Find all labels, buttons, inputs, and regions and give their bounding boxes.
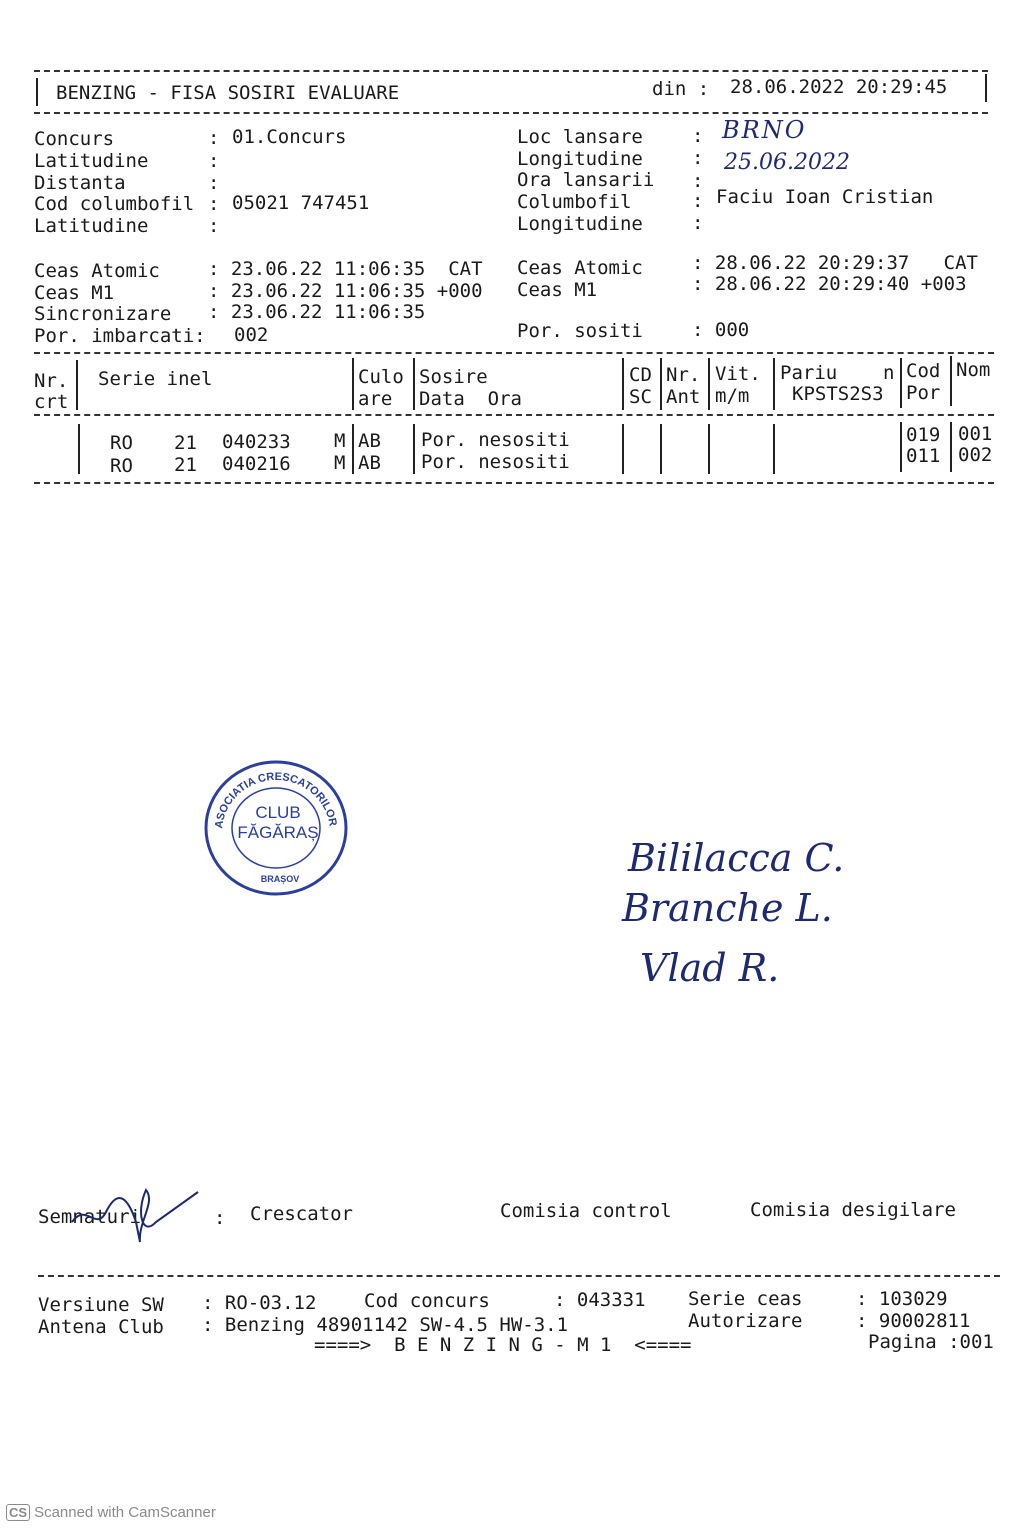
col-divider: [78, 424, 80, 474]
col-header-cdsc-sub: SC: [629, 386, 652, 408]
clock-value: : 23.06.22 11:06:35 CAT: [208, 258, 483, 280]
info-sep: :: [208, 215, 220, 237]
clock-value: : 28.06.22 20:29:37 CAT: [692, 252, 978, 274]
handwritten-name: Branche L.: [622, 886, 833, 930]
cell-nom: 002: [958, 444, 993, 466]
info-label: Cod columbofil: [34, 193, 195, 215]
cell-inel: 040233: [222, 431, 291, 453]
cell-inel: 040216: [222, 453, 291, 475]
col-header-pariu-sub: KPSTS2S3: [792, 383, 884, 405]
clock-value: : 000: [692, 319, 750, 341]
col-header-nrant: Nr.: [666, 364, 701, 386]
info-sep: :: [208, 127, 220, 149]
cell-tara: RO: [110, 432, 133, 454]
footer-versiune-value: : RO-03.12: [202, 1292, 317, 1314]
col-divider: [900, 358, 902, 408]
info-label: Longitudine: [517, 148, 643, 170]
clock-label: Por. sositi: [517, 320, 643, 342]
clock-value: : 23.06.22 11:06:35: [208, 301, 426, 323]
clock-label: Por. imbarcati:: [34, 325, 206, 347]
col-header-pariu: Pariu n: [780, 362, 895, 384]
cell-an: 21: [174, 432, 197, 454]
clock-label: Ceas Atomic: [517, 257, 643, 279]
col-header-sosire: Sosire: [419, 366, 488, 388]
col-divider: [660, 424, 662, 474]
col-divider: [708, 424, 710, 474]
col-divider: [950, 422, 952, 472]
cell-sosire: Por. nesositi: [421, 451, 570, 473]
col-divider: [413, 424, 415, 474]
table-header-rule: [34, 414, 994, 416]
cell-culoare: AB: [358, 430, 381, 452]
header-right-border: [985, 74, 987, 102]
svg-text:FĂGĂRAȘ: FĂGĂRAȘ: [237, 823, 319, 842]
info-label: Latitudine: [34, 150, 149, 172]
col-divider: [773, 358, 775, 410]
info-sep: :: [208, 172, 220, 194]
info-value-columbofil: Faciu Ioan Cristian: [716, 186, 934, 208]
col-header-nom: Nom: [956, 359, 991, 381]
cell-sex: M: [334, 452, 346, 474]
info-label: Columbofil: [517, 191, 632, 213]
table-top-rule: [34, 352, 994, 354]
cell-sosire: Por. nesositi: [421, 429, 570, 451]
col-header-culoare: Culo: [358, 366, 404, 388]
col-header-nr: Nr.: [34, 370, 69, 392]
camscanner-text: Scanned with CamScanner: [34, 1504, 216, 1521]
handwritten-loc-lansare: BRNO: [722, 116, 807, 144]
header-top-rule: [34, 70, 988, 72]
signature-scribble-icon: [66, 1182, 206, 1254]
info-label: Loc lansare: [517, 126, 643, 148]
svg-text:BRAȘOV: BRAȘOV: [260, 874, 300, 884]
handwritten-name: Vlad R.: [640, 946, 780, 990]
cell-an: 21: [174, 454, 197, 476]
info-sep: :: [692, 170, 704, 192]
clock-label: Ceas Atomic: [34, 260, 160, 282]
header-din-label: din :: [652, 78, 710, 100]
col-header-vit-sub: m/m: [715, 385, 750, 407]
footer-antena-label: Antena Club: [38, 1316, 164, 1338]
info-sep: :: [692, 125, 704, 147]
col-header-cdsc: CD: [629, 364, 652, 386]
footer-antena-value: : Benzing 48901142 SW-4.5 HW-3.1: [202, 1314, 569, 1336]
header-bottom-rule: [34, 112, 988, 114]
camscanner-logo-icon: CS: [6, 1504, 30, 1521]
document-title: BENZING - FISA SOSIRI EVALUARE: [56, 82, 400, 104]
col-header-culoare-sub: are: [358, 388, 393, 410]
clock-label: Sincronizare: [34, 303, 172, 325]
clock-label: Ceas M1: [34, 282, 115, 304]
cell-cod-por: 011: [906, 445, 941, 467]
svg-text:CLUB: CLUB: [255, 803, 301, 822]
clock-value: : 28.06.22 20:29:40 +003: [692, 273, 967, 295]
signature-comisia-desigilare: Comisia desigilare: [750, 1199, 956, 1221]
info-sep: :: [692, 190, 704, 212]
footer-brand-line: ====> B E N Z I N G - M 1 <====: [314, 1334, 692, 1356]
col-header-sosire-sub: Data Ora: [419, 388, 522, 410]
info-label: Longitudine: [517, 213, 643, 235]
col-divider: [352, 358, 354, 410]
footer-serie-ceas-label: Serie ceas: [688, 1288, 803, 1310]
cell-culoare: AB: [358, 452, 381, 474]
clock-value: : 23.06.22 11:06:35 +000: [208, 280, 483, 302]
table-bottom-rule: [34, 482, 994, 484]
handwritten-launch-date: 25.06.2022: [724, 150, 850, 175]
signatures-label: Semnaturi: [38, 1206, 141, 1228]
info-value-concurs: 01.Concurs: [232, 126, 347, 148]
footer-rule: [38, 1275, 1000, 1277]
footer-cod-concurs-value: : 043331: [554, 1289, 646, 1311]
col-divider: [660, 358, 662, 410]
footer-serie-ceas-value: : 103029: [856, 1288, 948, 1310]
signatures-sep: :: [214, 1207, 226, 1229]
handwritten-name: Bililacca C.: [628, 836, 845, 880]
footer-autorizare-label: Autorizare: [688, 1310, 803, 1332]
camscanner-watermark: [6, 1504, 216, 1521]
signature-crescator: Crescator: [250, 1203, 353, 1225]
col-divider: [773, 424, 775, 474]
club-stamp: [202, 758, 350, 898]
col-divider: [622, 424, 624, 474]
info-label: Concurs: [34, 128, 115, 150]
col-divider: [413, 358, 415, 410]
info-sep: :: [208, 193, 220, 215]
footer-cod-concurs-label: Cod concurs: [364, 1290, 490, 1312]
col-divider: [900, 422, 902, 472]
info-sep: :: [692, 147, 704, 169]
col-divider: [708, 358, 710, 410]
info-label: Distanta: [34, 172, 126, 194]
col-header-vit: Vit.: [715, 363, 761, 385]
cell-nom: 001: [958, 423, 993, 445]
col-divider: [352, 424, 354, 474]
col-divider: [950, 356, 952, 406]
col-header-codpor-sub: Por: [906, 382, 941, 404]
info-sep: :: [208, 150, 220, 172]
col-divider: [622, 358, 624, 410]
col-header-serie: Serie inel: [98, 368, 213, 390]
signature-comisia-control: Comisia control: [500, 1200, 672, 1222]
footer-autorizare-value: : 90002811: [856, 1310, 971, 1332]
clock-value: 002: [234, 324, 269, 346]
info-label: Ora lansarii: [517, 169, 655, 191]
col-header-nrant-sub: Ant: [666, 386, 701, 408]
col-header-nr-sub: crt: [34, 391, 69, 413]
clock-label: Ceas M1: [517, 279, 598, 301]
header-left-border: [36, 78, 38, 106]
col-header-codpor: Cod: [906, 360, 941, 382]
stamp-seal-icon: [202, 758, 350, 898]
cell-cod-por: 019: [906, 424, 941, 446]
header-datetime: 28.06.2022 20:29:45: [730, 76, 948, 98]
col-divider: [76, 360, 78, 410]
info-label: Latitudine: [34, 215, 149, 237]
cell-tara: RO: [110, 455, 133, 477]
footer-pagina: Pagina :001: [868, 1331, 994, 1353]
cell-sex: M: [334, 430, 346, 452]
info-sep: :: [692, 212, 704, 234]
info-value-cod-columbofil: 05021 747451: [232, 192, 370, 214]
footer-versiune-label: Versiune SW: [38, 1294, 164, 1316]
svg-text:ASOCIATIA CRESCATORILOR DE POR: ASOCIATIA CRESCATORILOR: [213, 770, 339, 830]
